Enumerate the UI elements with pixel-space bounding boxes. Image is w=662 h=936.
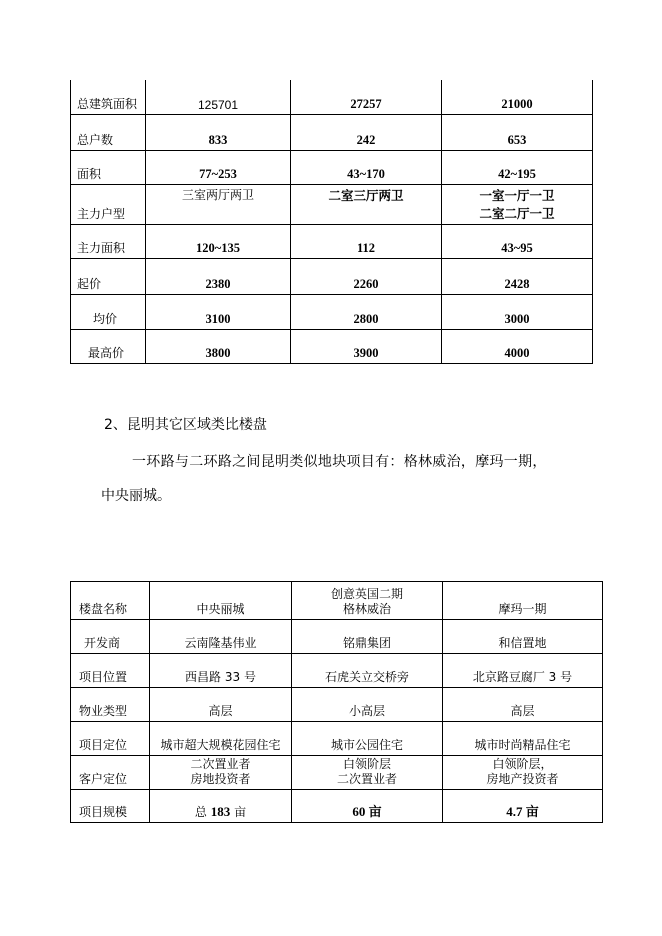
table-row [71, 150, 593, 184]
table-cell [442, 184, 593, 224]
table-row [71, 329, 593, 363]
row-label: 开发商 [71, 620, 150, 654]
scale-prefix: 总 [194, 805, 207, 819]
comparison-table-2 [70, 581, 603, 823]
table-cell: 3900 [291, 329, 442, 363]
cell-line: 二室二厅一卫 [479, 206, 555, 221]
table-cell: 和信置地 [443, 620, 603, 654]
table-cell: 653 [442, 114, 593, 150]
table-cell: 铭鼎集团 [292, 620, 443, 654]
table-cell: 3100 [146, 294, 291, 329]
section-heading: 2、昆明其它区域类比楼盘 [104, 417, 267, 433]
table-cell: 北京路豆腐厂 3 号 [443, 654, 603, 688]
cell-line: 房地投资者 [190, 772, 251, 786]
column-header: 摩玛一期 [443, 582, 603, 620]
table-cell: 3800 [146, 329, 291, 363]
table-cell: 833 [146, 114, 291, 150]
table-cell: 4000 [442, 329, 593, 363]
scale-value: 60 亩 [352, 804, 382, 819]
cell-line: 格林威治 [342, 602, 391, 616]
column-header: 中央丽城 [150, 582, 292, 620]
row-label: 均价 [71, 294, 146, 329]
cell-line: 一室一厅一卫 [479, 188, 555, 203]
table-row [71, 294, 593, 329]
table-cell: 112 [291, 224, 442, 258]
table-cell: 石虎关立交桥旁 [292, 654, 443, 688]
row-label: 物业类型 [71, 688, 150, 722]
row-label: 项目定位 [71, 722, 150, 756]
table-cell: 77~253 [146, 150, 291, 184]
table-row [71, 620, 603, 654]
table-cell: 高层 [150, 688, 292, 722]
paragraph-line: 一环路与二环路之间昆明类似地块项目有：格林威治，摩玛一期， [132, 454, 547, 470]
row-label: 项目规模 [71, 790, 150, 823]
table-cell: 42~195 [442, 150, 593, 184]
row-label: 主力面积 [71, 224, 146, 258]
table-row [71, 80, 593, 114]
table-cell: 2428 [442, 258, 593, 294]
table-cell: 西昌路 33 号 [150, 654, 292, 688]
table-cell: 二室三厅两卫 [291, 184, 442, 224]
scale-unit: 亩 [234, 805, 247, 819]
row-label: 主力户型 [71, 184, 146, 224]
row-label: 楼盘名称 [71, 582, 150, 620]
cell-line: 二次置业者 [190, 757, 251, 771]
paragraph-line: 中央丽城。 [101, 488, 171, 504]
table-row [71, 688, 603, 722]
table-cell: 120~135 [146, 224, 291, 258]
table-cell: 43~170 [291, 150, 442, 184]
table-header-row [71, 582, 603, 620]
cell-line: 房地产投资者 [486, 772, 559, 786]
table-cell [443, 756, 603, 790]
table-row [71, 224, 593, 258]
scale-value: 4.7 亩 [506, 804, 539, 819]
column-header [292, 582, 443, 620]
table-cell [150, 756, 292, 790]
table-cell: 125701 [146, 80, 291, 114]
table-row [71, 790, 603, 823]
scale-number: 183 [210, 804, 231, 819]
table-cell [443, 790, 603, 823]
table-row [71, 114, 593, 150]
cell-line: 白领阶层 [342, 757, 391, 771]
cell-line: 创意英国二期 [330, 587, 403, 601]
table-cell: 云南隆基伟业 [150, 620, 292, 654]
row-label: 总建筑面积 [71, 80, 146, 114]
table-cell [292, 790, 443, 823]
row-label: 面积 [71, 150, 146, 184]
row-label: 客户定位 [71, 756, 150, 790]
table-row [71, 184, 593, 224]
table-row [71, 654, 603, 688]
table-row [71, 722, 603, 756]
comparison-table-1 [70, 80, 593, 364]
table-cell: 城市超大规模花园住宅 [150, 722, 292, 756]
table-cell: 21000 [442, 80, 593, 114]
table-row [71, 258, 593, 294]
table-cell: 三室两厅两卫 [146, 184, 291, 224]
cell-line: 二次置业者 [336, 772, 397, 786]
table-cell: 城市公园住宅 [292, 722, 443, 756]
table-cell: 242 [291, 114, 442, 150]
table-cell: 小高层 [292, 688, 443, 722]
table-cell: 城市时尚精品住宅 [443, 722, 603, 756]
table-cell: 2260 [291, 258, 442, 294]
table-cell: 27257 [291, 80, 442, 114]
table-row [71, 756, 603, 790]
table-cell: 2380 [146, 258, 291, 294]
table-cell [292, 756, 443, 790]
row-label: 项目位置 [71, 654, 150, 688]
table-cell [150, 790, 292, 823]
row-label: 总户数 [71, 114, 146, 150]
table-cell: 高层 [443, 688, 603, 722]
table-cell: 2800 [291, 294, 442, 329]
cell-line: 白领阶层， [492, 757, 553, 771]
row-label: 最高价 [71, 329, 146, 363]
row-label: 起价 [71, 258, 146, 294]
table-cell: 43~95 [442, 224, 593, 258]
table-cell: 3000 [442, 294, 593, 329]
